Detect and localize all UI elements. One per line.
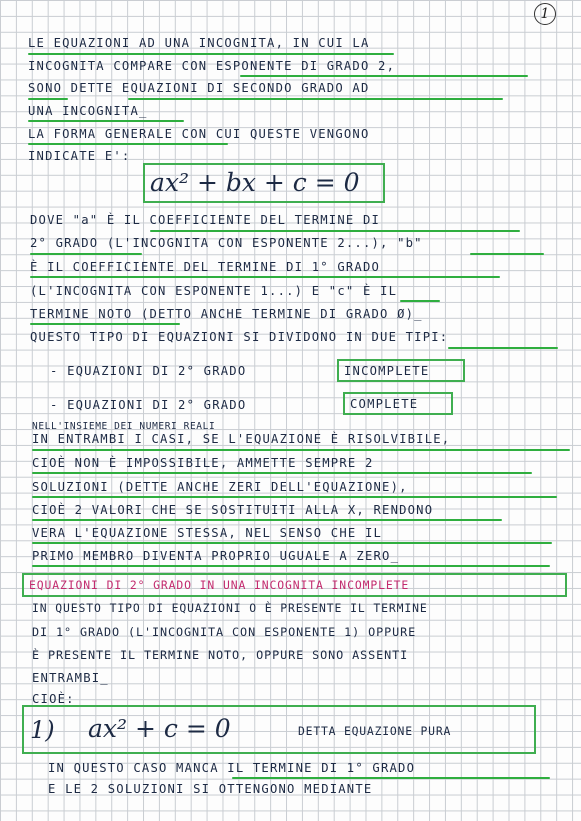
text-line: LE EQUAZIONI AD UNA INCOGNITA, IN CUI LA — [28, 36, 370, 50]
text-line: IN QUESTO CASO MANCA IL TERMINE DI 1° GRADO — [48, 761, 416, 775]
text-line: - EQUAZIONI DI 2° GRADO — [50, 364, 247, 378]
text-line: È IL COEFFICIENTE DEL TERMINE DI 1° GRADO — [30, 260, 381, 274]
text-line: INCOGNITA COMPARE CON ESPONENTE DI GRADO 2, — [28, 59, 396, 73]
text-line: PRIMO MEMBRO DIVENTA PROPRIO UGUALE A ZERO_ — [32, 549, 400, 563]
underline — [150, 230, 520, 232]
underline — [232, 777, 550, 779]
underline — [32, 472, 532, 474]
section-heading: EQUAZIONI DI 2° GRADO IN UNA INCOGNITA INCOMPLETE — [29, 578, 410, 592]
text-line: ENTRAMBI_ — [32, 671, 109, 685]
text-line: IN QUESTO TIPO DI EQUAZIONI O È PRESENTE IL TERMINE — [32, 601, 428, 615]
item-number: 1) — [30, 716, 55, 744]
general-formula: ax² + bx + c = 0 — [150, 168, 360, 197]
text-line: INDICATE E': — [28, 149, 131, 163]
underline — [128, 98, 503, 100]
underline — [448, 347, 558, 349]
text-line: 2° GRADO (L'INCOGNITA CON ESPONENTE 2...), "b" — [30, 236, 423, 250]
text-line: E LE 2 SOLUZIONI SI OTTENGONO MEDIANTE — [48, 782, 373, 796]
text-line: CIOÈ NON È IMPOSSIBILE, AMMETTE SEMPRE 2 — [32, 456, 374, 470]
text-line: SOLUZIONI (DETTE ANCHE ZERI DELL'EQUAZIONE), — [32, 480, 408, 494]
underline — [28, 143, 228, 145]
text-line: UNA INCOGNITA_ — [28, 104, 148, 118]
text-line: QUESTO TIPO DI EQUAZIONI SI DIVIDONO IN DUE TIPI: — [30, 330, 449, 344]
underline — [32, 542, 552, 544]
pure-formula: ax² + c = 0 — [88, 714, 231, 743]
underline — [30, 253, 142, 255]
underline — [400, 300, 440, 302]
text-line: (L'INCOGNITA CON ESPONENTE 1...) E "c" È IL — [30, 284, 398, 298]
text-line: DI 1° GRADO (L'INCOGNITA CON ESPONENTE 1) OPPURE — [32, 625, 417, 639]
text-line: IN ENTRAMBI I CASI, SE L'EQUAZIONE È RISOLVIBILE, — [32, 432, 451, 446]
text-line: CIOÈ: — [32, 692, 75, 706]
underline — [32, 565, 550, 567]
text-line: - EQUAZIONI DI 2° GRADO — [50, 398, 247, 412]
underline — [30, 323, 180, 325]
text-line: SONO DETTE EQUAZIONI DI SECONDO GRADO AD — [28, 81, 370, 95]
text-line: È PRESENTE IL TERMINE NOTO, OPPURE SONO ASSENTI — [32, 648, 409, 662]
underline — [30, 276, 500, 278]
page-number: 1 — [534, 3, 556, 25]
underline — [32, 449, 570, 451]
underline — [28, 120, 184, 122]
underline — [32, 519, 502, 521]
text-line: DOVE "a" È IL COEFFICIENTE DEL TERMINE DI — [30, 213, 381, 227]
underline — [28, 53, 394, 55]
text-line: LA FORMA GENERALE CON CUI QUESTE VENGONO — [28, 127, 370, 141]
underline — [28, 98, 68, 100]
label-incomplete: INCOMPLETE — [344, 364, 430, 378]
text-line: VERA L'EQUAZIONE STESSA, NEL SENSO CHE IL — [32, 526, 383, 540]
underline — [240, 75, 528, 77]
text-line: DETTA EQUAZIONE PURA — [298, 724, 452, 738]
underline — [32, 496, 557, 498]
text-line: CIOÈ 2 VALORI CHE SE SOSTITUITI ALLA X, RENDONO — [32, 503, 434, 517]
underline — [470, 253, 544, 255]
text-line: TERMINE NOTO (DETTO ANCHE TERMINE DI GRADO Ø)_ — [30, 307, 423, 321]
text-line: NELL'INSIEME DEI NUMERI REALI — [32, 421, 216, 432]
label-complete: COMPLETE — [350, 397, 419, 411]
